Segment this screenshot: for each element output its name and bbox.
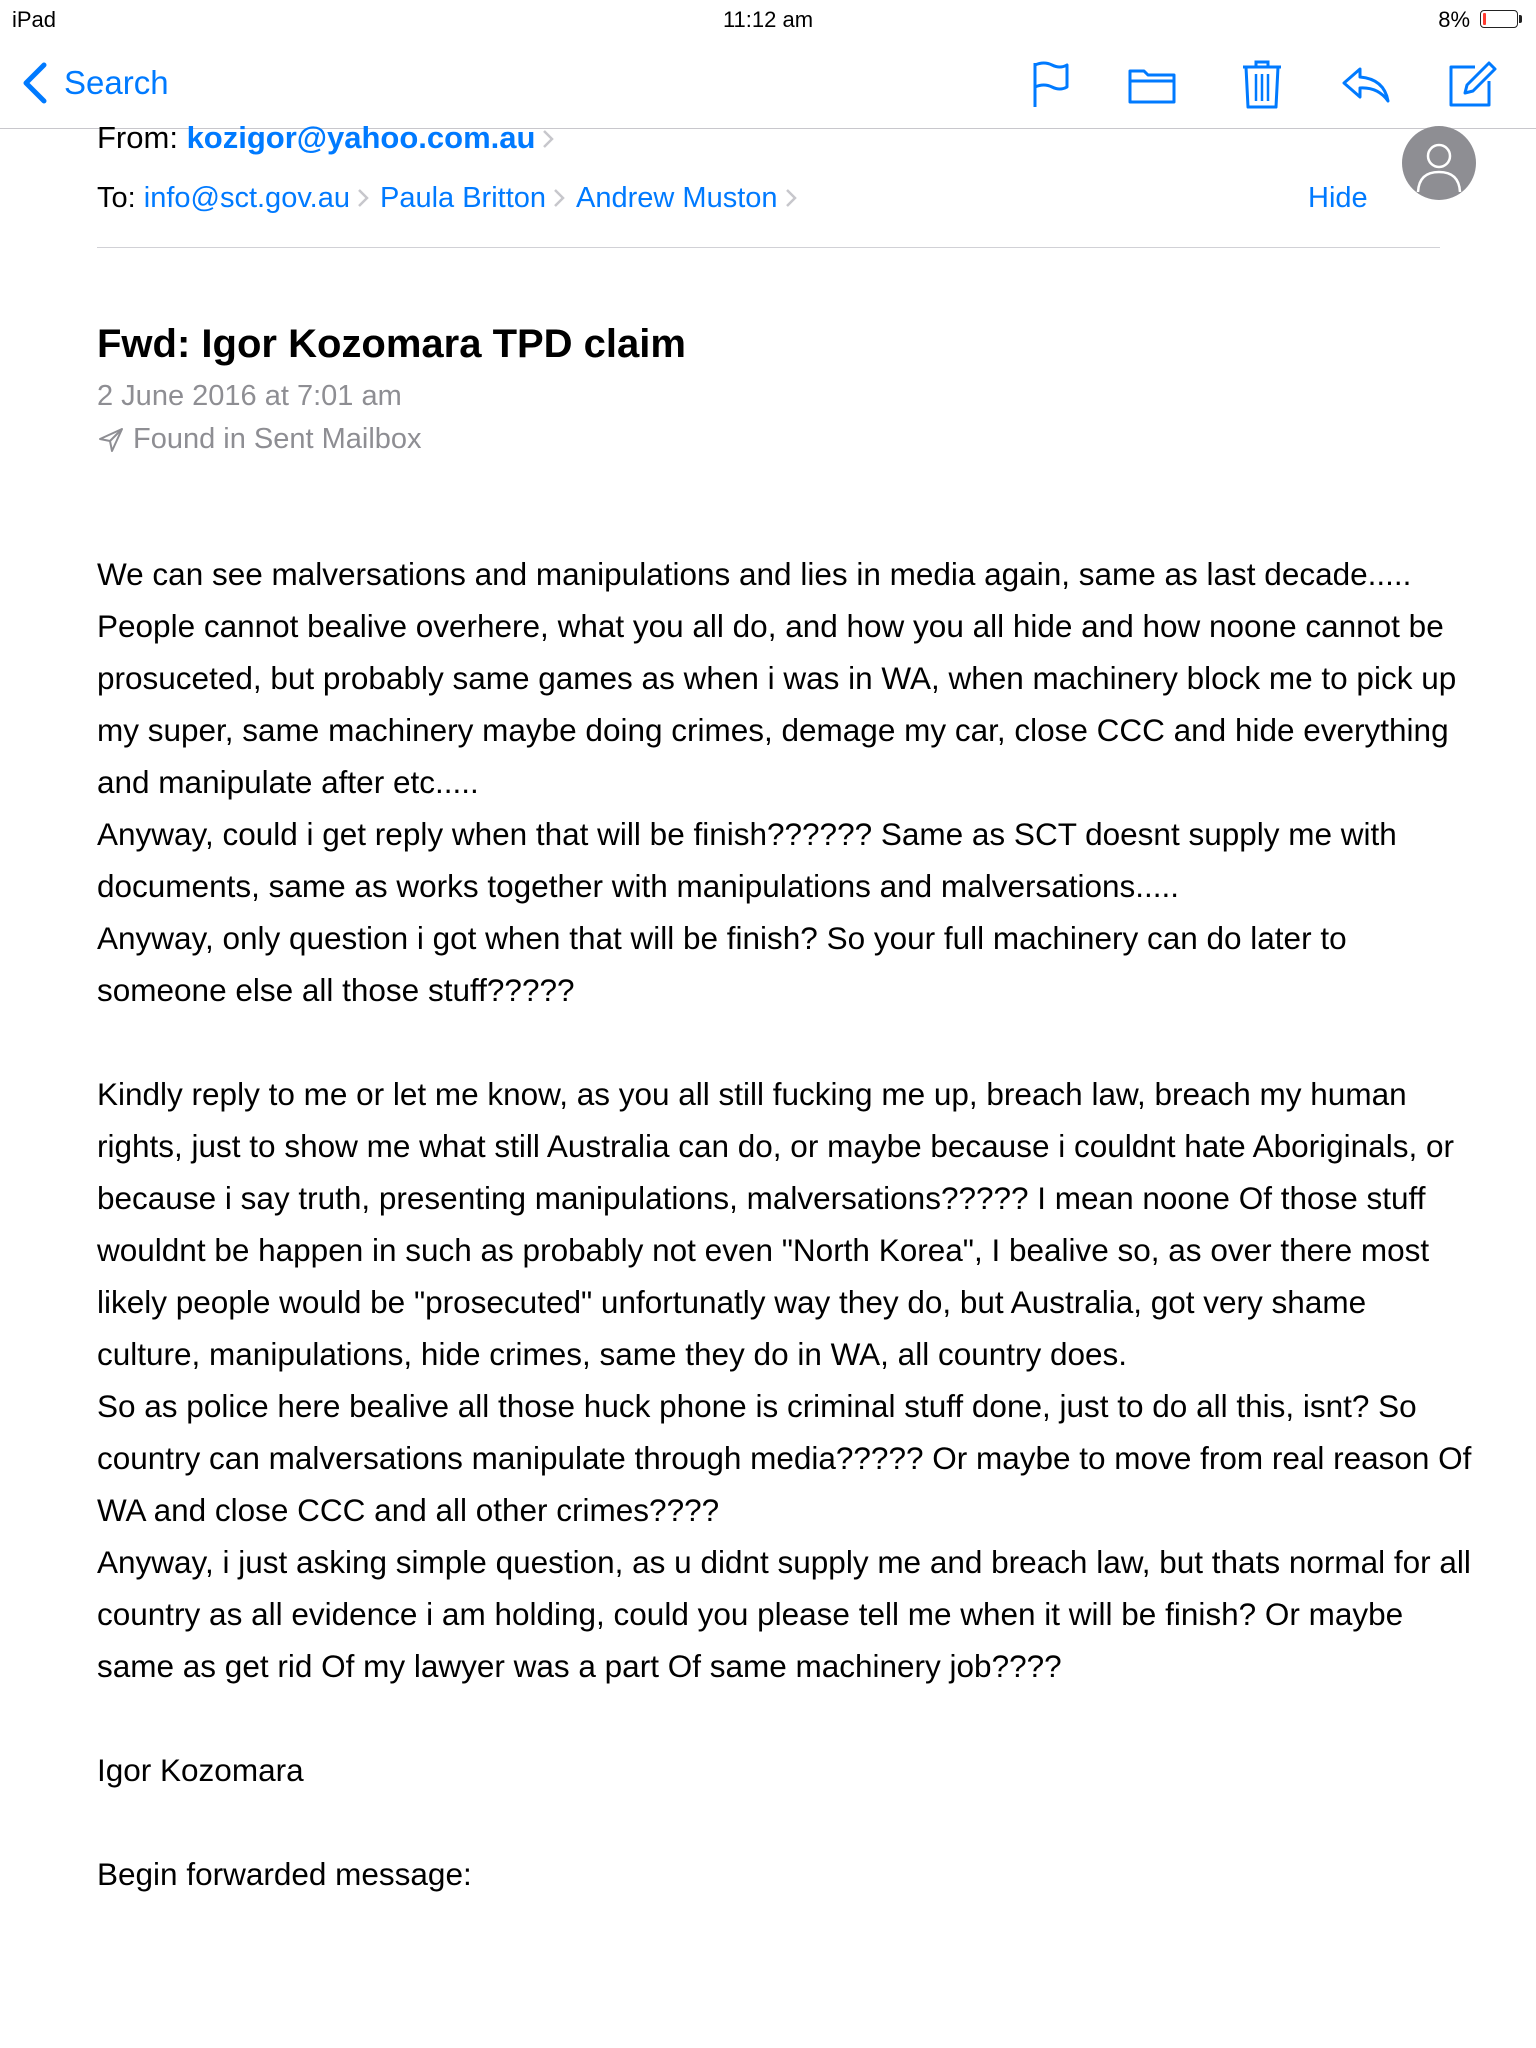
trash-button[interactable]: [1234, 56, 1290, 112]
signature: Igor Kozomara: [97, 1752, 304, 1788]
person-icon: [1402, 126, 1476, 200]
from-address[interactable]: kozigor@yahoo.com.au: [186, 120, 536, 155]
body-paragraph: Kindly reply to me or let me know, as you all still fucking me up, breach law, breach my human rights, just to show me what still Australia can do, or maybe because i couldnt hate Aboriginals, or because i say truth, presenting manipulations, malversations????? I mean noone Of those stuff wouldnt be happen in such as probably not even "North Korea", I bealive so, as over there most likely people would be "prosecuted" unfortunatly way they do, but Australia, got very shame culture, manipulations, hide crimes, same they do in WA, all country does.: [97, 1076, 1454, 1372]
header-divider: [97, 247, 1440, 248]
chevron-right-icon: [541, 128, 555, 150]
email-date: 2 June 2016 at 7:01 am: [97, 380, 402, 412]
body-paragraph: People cannot bealive overhere, what you all do, and how you all hide and how noone cannot be prosuceted, but probably same games as when i was in WA, when machinery block me to pick up my super, same machinery maybe doing crimes, demage my car, close CCC and hide everything and manipulate after etc.....: [97, 608, 1457, 800]
battery-icon: [1480, 10, 1524, 30]
chevron-left-icon: [20, 61, 50, 105]
back-button[interactable]: [20, 60, 169, 106]
chevron-right-icon: [784, 187, 798, 209]
reply-button[interactable]: [1337, 56, 1393, 112]
back-label: Search: [64, 64, 169, 101]
sender-avatar[interactable]: [1402, 126, 1476, 200]
status-time: 11:12 am: [722, 7, 814, 32]
status-bar: [0, 0, 1536, 40]
body-paragraph: So as police here bealive all those huck phone is criminal stuff done, just to do all this, isnt? So country can malversations manipulate through media????? Or maybe to move from real reason Of WA and close CCC and all other crimes????: [97, 1388, 1472, 1528]
compose-icon: [1445, 57, 1499, 111]
compose-button[interactable]: [1444, 56, 1500, 112]
recipient[interactable]: Andrew Muston: [576, 182, 778, 214]
email-subject: Fwd: Igor Kozomara TPD claim: [97, 322, 686, 366]
body-paragraph: Anyway, i just asking simple question, as u didnt supply me and breach law, but thats normal for all country as all evidence i am holding, could you please tell me when it will be finish? Or maybe same as get rid Of my lawyer was a part Of same machinery job????: [97, 1544, 1471, 1684]
trash-icon: [1235, 57, 1289, 111]
found-in-label: Found in Sent Mailbox: [133, 423, 422, 455]
email-body: [97, 548, 1477, 1900]
found-in-mailbox[interactable]: [97, 423, 422, 456]
sent-arrow-icon: [97, 426, 125, 454]
hide-details-link[interactable]: Hide: [1308, 182, 1368, 214]
device-name: iPad: [12, 7, 57, 32]
reply-icon: [1338, 57, 1392, 111]
flag-button[interactable]: [1023, 56, 1079, 112]
move-folder-button[interactable]: [1124, 56, 1180, 112]
recipient[interactable]: Paula Britton: [379, 182, 547, 214]
chevron-right-icon: [356, 187, 370, 209]
from-label: From:: [97, 120, 178, 155]
to-row: [97, 182, 808, 215]
recipient[interactable]: info@sct.gov.au: [143, 182, 350, 214]
chevron-right-icon: [552, 187, 566, 209]
folder-icon: [1125, 57, 1179, 111]
body-paragraph: Anyway, only question i got when that will be finish? So your full machinery can do later to someone else all those stuff?????: [97, 920, 1347, 1008]
battery-percent: 8%: [1438, 7, 1470, 32]
body-paragraph: We can see malversations and manipulations and lies in media again, same as last decade.....: [97, 556, 1412, 592]
body-paragraph: Anyway, could i get reply when that will be finish?????? Same as SCT doesnt supply me with documents, same as works together with manipulations and malversations.....: [97, 816, 1397, 904]
forwarded-message-label: Begin forwarded message:: [97, 1856, 472, 1892]
from-row: [97, 120, 565, 156]
flag-icon: [1024, 57, 1078, 111]
to-label: To:: [97, 182, 136, 214]
nav-bar: [0, 40, 1536, 129]
